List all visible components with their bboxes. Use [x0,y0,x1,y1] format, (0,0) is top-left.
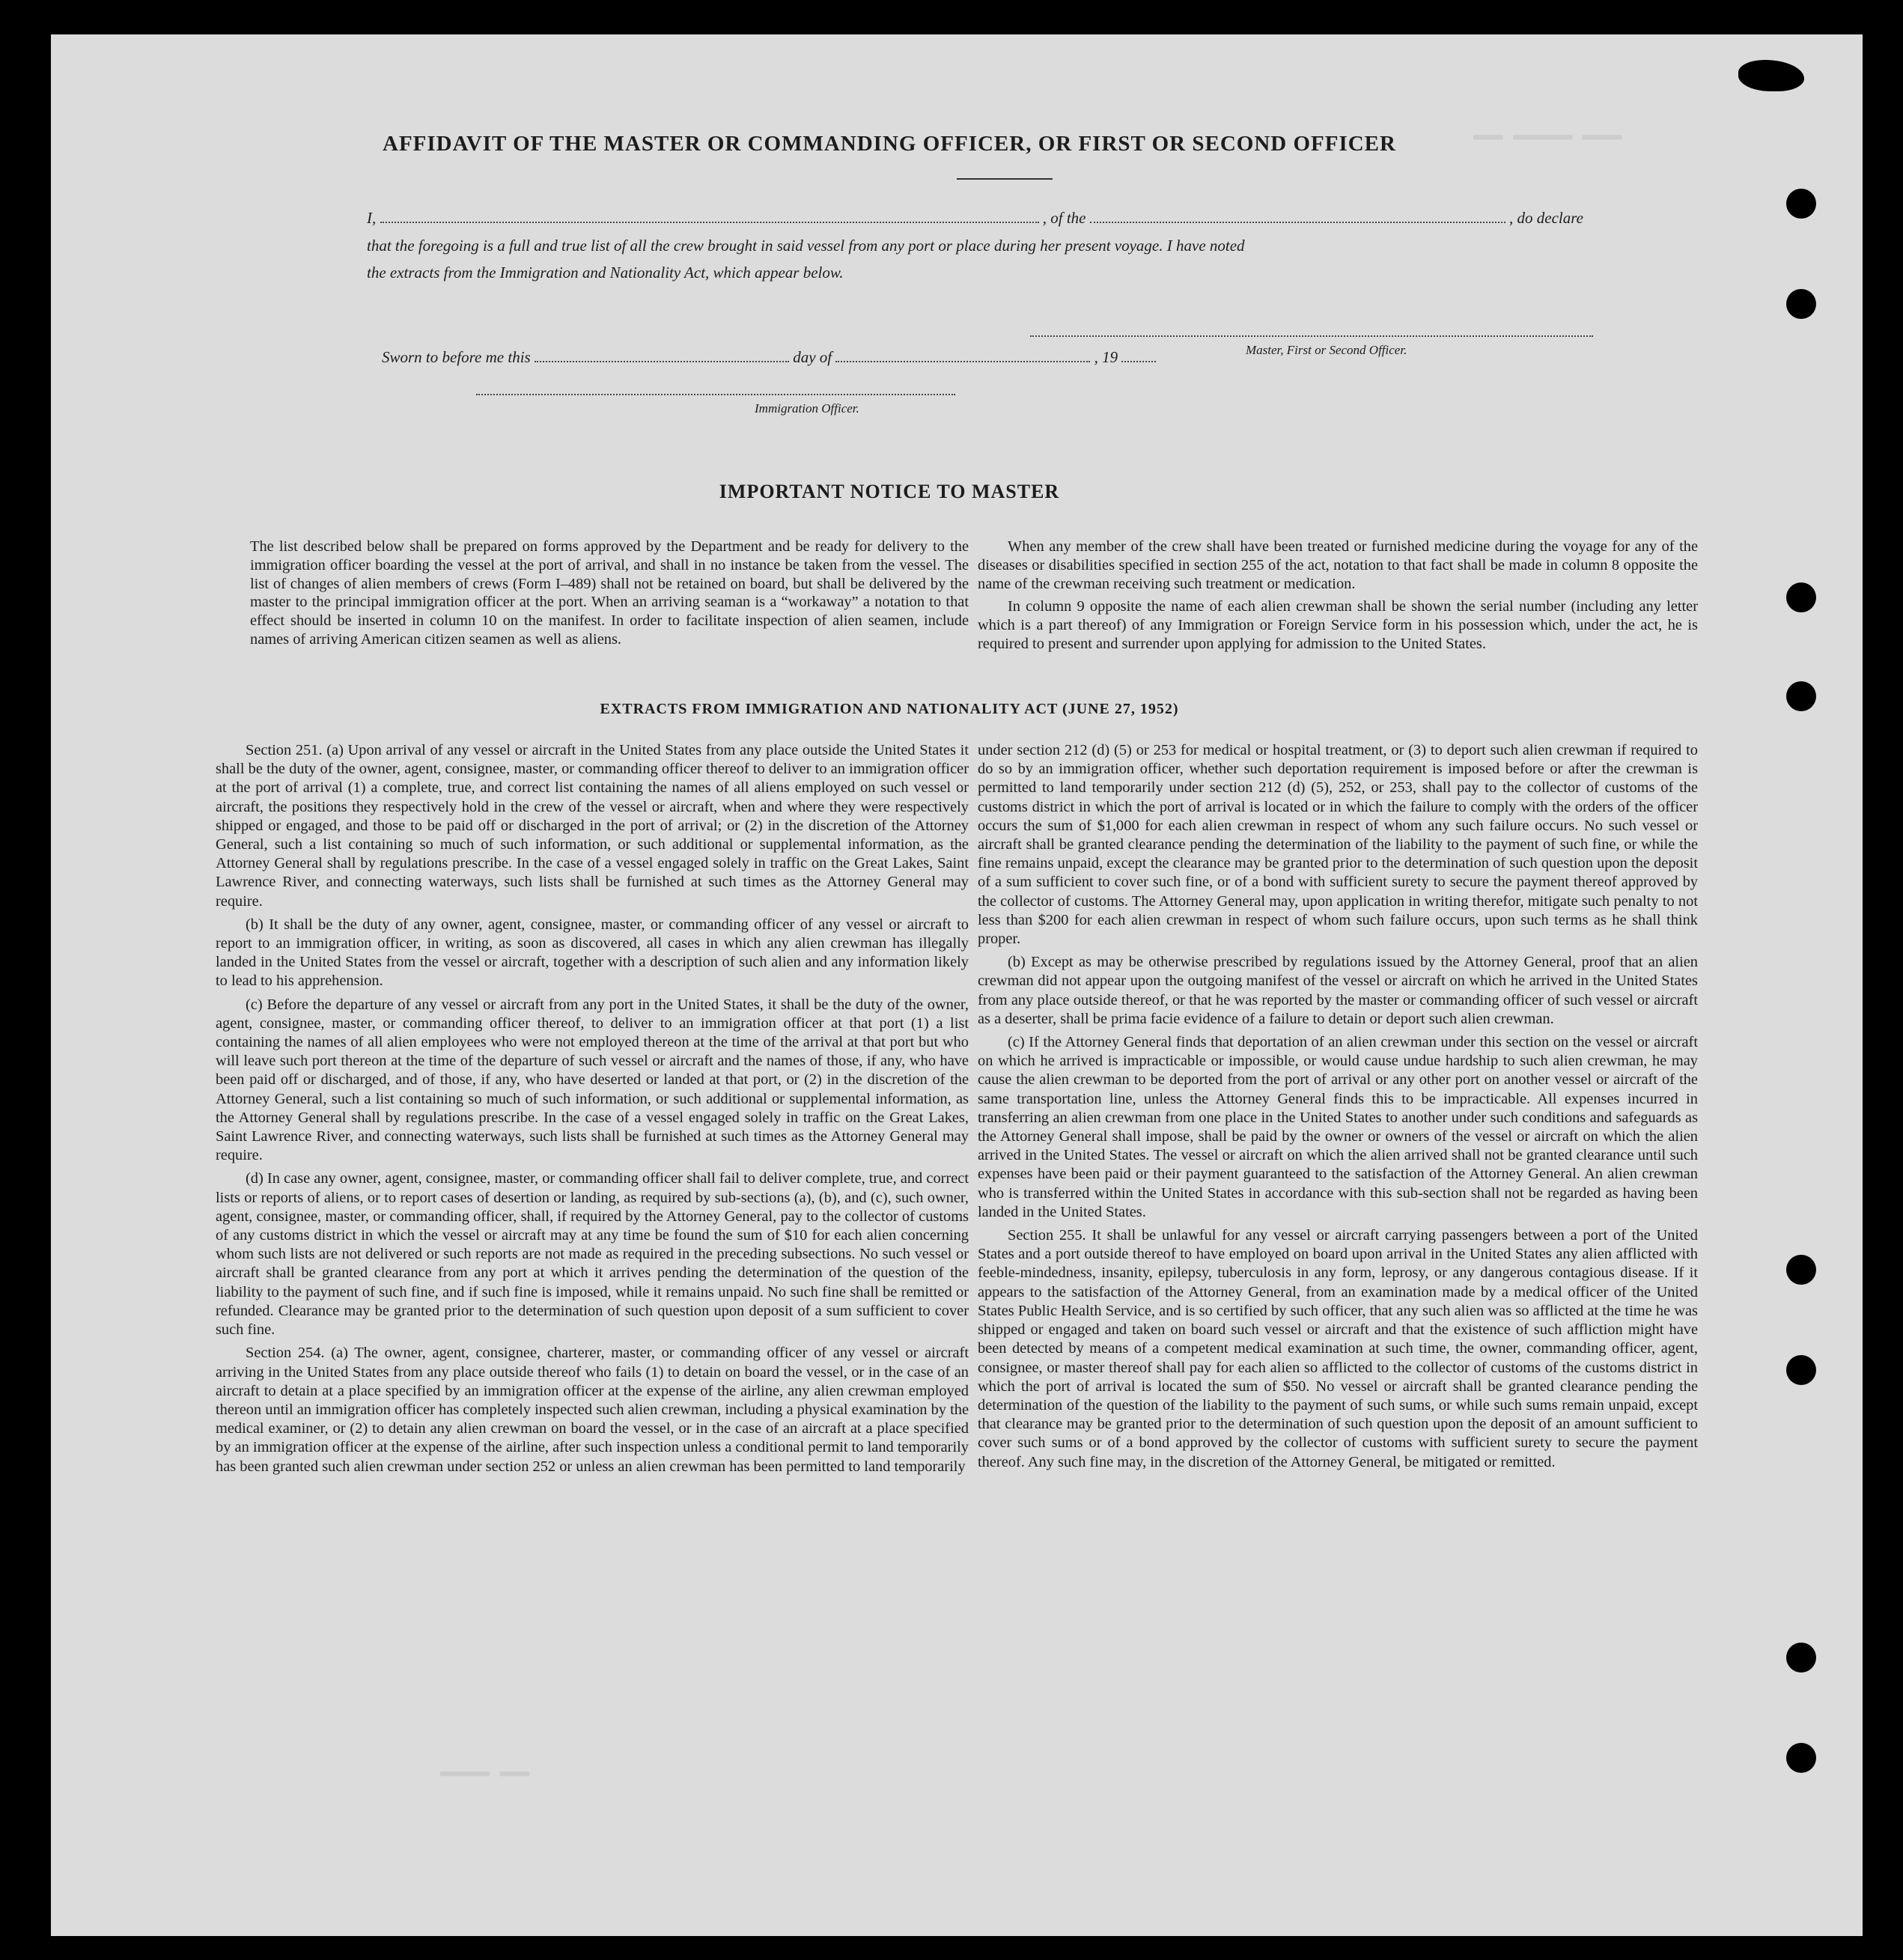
of-the-label: , of the [1042,209,1086,227]
master-signature-label: Master, First or Second Officer. [1246,343,1407,357]
section-254-a-continued: under section 212 (d) (5) or 253 for medical or hospital treatment, or (3) to deport such alien crewman if required to do so by an immigration officer, whether such deportation requirement is imposed before or after the crewman is permitted to land temporarily under section 212 (d) (5), 252, or 253, shall pay to the collector of customs of the customs district in which the port of arrival is located or in which the failure to comply with the orders of the officer occurs the sum of $1,000 for each alien crewman in respect of whom any such failure occurs. No such vessel or aircraft shall be granted clearance pending the determination of the liability to the payment of such fine, or while the fine remains unpaid, except the clearance may be granted prior to the determination of such question upon the deposit of a sum sufficient to cover such fine, or of a bond with sufficient surety to secure the payment thereof approved by the collector of customs. The Attorney General may, upon application in writing therefor, mitigate such penalty to not less than $200 for each alien crewman in respect of whom such failure occurs, upon such terms as he shall think proper. [978,742,1698,948]
sworn-month-field[interactable] [835,347,1090,362]
vessel-blank-field[interactable] [1090,208,1505,223]
affidavit-title: AFFIDAVIT OF THE MASTER OR COMMANDING OFFICER, OR FIRST OR SECOND OFFICER [383,132,1396,156]
affidavit-declaration-line [367,208,1590,228]
affidavit-line-2: that the foregoing is a full and true list of all the crew brought in said vessel from any port or place during her present voyage. I have noted [367,237,1245,255]
extracts-title: EXTRACTS FROM IMMIGRATION AND NATIONALITY ACT (JUNE 27, 1952) [600,701,1179,717]
section-254-c: (c) If the Attorney General finds that deportation of an alien crewman under this section on the vessel or aircraft on which he arrived is impracticable or impossible, or would cause undue hardship to such alien crewman, he may cause the alien crewman to be deported from the port of arrival or any other port on another vessel or aircraft of the same transportation line, unless the Attorney General finds this to be impracticable. All expenses incurred in transferring an alien crewman from one place in the United States to another under such conditions and safeguards as the Attorney General shall impose, shall be paid by the owner or owners of the vessel or aircraft on which the alien arrived in the United States. The vessel or aircraft on which the alien arrived shall not be granted clearance until such expenses have been paid or their payment guaranteed to the satisfaction of the Attorney General. An alien crewman who is transferred within the United States in accordance with this sub-section shall not be regarded as having been landed in the United States. [978,1034,1698,1220]
punch-hole [1786,681,1816,711]
section-255: Section 255. It shall be unlawful for any vessel or aircraft carrying passengers between a port of the United States and a port outside thereof to have employed on board upon arrival in the United States any alien afflicted with feeble-mindedness, insanity, epilepsy, tuberculosis in any form, leprosy, or any dangerous contagious disease. If it appears to the satisfaction of the Attorney General, from an examination made by a medical officer of the United States Public Health Service, and is so certified by such officer, that any such alien was so afflicted at the time he was shipped or engaged and taken on board such vessel or aircraft and that the existence of such affliction might have been detected by means of a competent medical examination at such time, the owner, commanding officer, agent, consignee, or master thereof shall pay for each alien so afflicted to the collector of customs of the customs district in which the port of arrival is located the sum of $50. No vessel or aircraft shall be granted clearance pending the determination of the question of the liability to the payment of such sums, or while such sums remain unpaid, except that clearance may be granted prior to the determination of such question upon the deposit of an amount sufficient to cover such sums or of a bond approved by the collector of customs with sufficient surety to secure the payment thereof. Any such fine may, in the discretion of the Attorney General, be mitigated or remitted. [978,1227,1698,1470]
punch-hole [1786,189,1816,219]
torn-corner-blot [1738,60,1804,91]
do-declare-label: , do declare [1509,209,1583,227]
bleed-through-text: ▬▬▬ ▬▬▬▬▬▬ ▬▬▬▬ [1473,127,1622,146]
bleed-through-text: ▬▬▬▬▬ ▬▬▬ [440,1764,530,1783]
section-251-c: (c) Before the departure of any vessel or aircraft from any port in the United States, it shall be the duty of the owner, agent, consignee, master, or commanding officer thereof, to deliver to an immigration officer at that port (1) a list containing the names of all alien employees who were not employed thereon at the time of the arrival at that port but who will leave such port thereon at the time of the departure of such vessel or aircraft and the names of those, if any, who have been paid off or discharged, and of those, if any, who have deserted or landed at that port, or (2) in the discretion of the Attorney General, such a list containing so much of such information, or such additional or supplemental information, as the Attorney General shall by regulations prescribe. In the case of a vessel engaged solely in traffic on the Great Lakes, Saint Lawrence River, and connecting waterways, such lists shall be furnished at such times as the Attorney General may require. [216,996,969,1164]
section-251-d: (d) In case any owner, agent, consignee, master, or commanding officer shall fail to deliver complete, true, and correct lists or reports of aliens, or to report cases of desertion or landing, as required by sub-sections (a), (b), and (c), such owner, agent, consignee, master, or commanding officer, shall, if required by the Attorney General, pay to the collector of customs of any customs district in which the vessel or aircraft may at any time be found the sum of $10 for each alien concerning whom such lists are not delivered or such reports are not made as required in the preceding subsections. No such vessel or aircraft shall be granted clearance from any port at which it arrives pending the determination of the question of the liability to the payment of such fine, and if such fine is imposed, while it remains unpaid. No such fine shall be remitted or refunded. Clearance may be granted prior to the determination of such question upon deposit of a sum sufficient to cover such fine. [216,1170,969,1339]
extracts-right-column [978,741,1698,1476]
notice-right-paragraph-2: In column 9 opposite the name of each alien crewman shall be shown the serial number (including any letter which is a part thereof) of any Immigration or Foreign Service form in his possession which, under the act, he is required to present and surrender upon applying for admission to the United States. [978,598,1698,652]
sworn-day-field[interactable] [535,347,789,362]
notice-right-column [978,538,1698,658]
title-rule [957,178,1053,180]
punch-hole [1786,1643,1816,1673]
section-254-b: (b) Except as may be otherwise prescribed by regulations issued by the Attorney General, proof that an alien crewman did not appear upon the outgoing manifest of the vessel or aircraft on which he arrived in the United States from any place outside thereof, or that he was reported by the master or commanding officer of such vessel or aircraft as a deserter, shall be prima facie evidence of a failure to detain or deport such alien crewman. [978,954,1698,1027]
section-251-a: Section 251. (a) Upon arrival of any vessel or aircraft in the United States from any place outside the United States it shall be the duty of the owner, agent, consignee, master, or commanding officer thereof to deliver to an immigration officer at the port of arrival (1) a complete, true, and correct list containing the names of all aliens employed on such vessel or aircraft, the positions they respectively hold in the crew of the vessel or aircraft, when and where they were respectively shipped or engaged, and those to be paid off or discharged in the port of arrival; or (2) in the discretion of the Attorney General, such a list containing so much of such information, or such additional or supplemental information, as the Attorney General shall by regulations prescribe. In the case of a vessel engaged solely in traffic on the Great Lakes, Saint Lawrence River, and connecting waterways, such lists shall be furnished at such times as the Attorney General may require. [216,742,969,910]
notice-left-paragraph: The list described below shall be prepared on forms approved by the Department and be ready for delivery to the immigration officer boarding the vessel at the port of arrival, and shall in no instance be taken from the vessel. The list of changes of alien members of crews (Form I–489) shall not be retained on board, but shall be delivered by the master to the principal immigration officer at the port. When an arriving seaman is a “workaway” a notation to that effect should be inserted in column 10 on the manifest. In order to facilitate inspection of alien seamen, include names of arriving American citizen seamen as well as aliens. [250,538,969,648]
notice-left-column [250,538,969,654]
section-254-a: Section 254. (a) The owner, agent, consignee, charterer, master, or commanding officer of any vessel or aircraft arriving in the United States from any place outside thereof who fails (1) to detain on board the vessel, or in the case of an aircraft to detain at a place specified by an immigration officer at the expense of the airline, any alien crewman employed thereon until an immigration officer has completely inspected such alien crewman, including a physical examination by the medical examiner, or (2) to detain any alien crewman on board the vessel, or in the case of an aircraft at a place specified by an immigration officer at the expense of the airline, after such inspection unless a conditional permit to land temporarily has been granted such alien crewman under section 252 or unless an alien crewman has been permitted to land temporarily [216,1345,969,1475]
document-page [51,34,1863,1936]
sworn-line [382,347,1370,367]
notice-title: IMPORTANT NOTICE TO MASTER [719,481,1060,502]
punch-hole [1786,289,1816,319]
section-251-b: (b) It shall be the duty of any owner, agent, consignee, master, or commanding officer of any vessel or aircraft to report to an immigration officer, in writing, as soon as discovered, all cases in which any alien crewman has illegally landed in the United States from the vessel or aircraft, together with a description of such alien and any information likely to lead to his apprehension. [216,916,969,990]
punch-hole [1786,1743,1816,1773]
name-blank-field[interactable] [380,208,1039,223]
immigration-officer-signature-line[interactable] [476,392,955,395]
sworn-year-field[interactable] [1121,347,1156,362]
sworn-prefix: Sworn to before me this [382,348,531,366]
punch-hole [1786,1255,1816,1285]
notice-right-paragraph-1: When any member of the crew shall have been treated or furnished medicine during the voyage for any of the diseases or disabilities specified in section 255 of the act, notation to that fact shall be made in column 8 opposite the name of the crewman receiving such treatment or medication. [978,538,1698,592]
affidavit-line-3: the extracts from the Immigration and Nationality Act, which appear below. [367,264,844,281]
master-signature-line[interactable] [1030,334,1593,337]
affidavit-i-label: I, [367,209,377,227]
punch-hole [1786,1355,1816,1385]
extracts-left-column [216,741,969,1481]
year-label: , 19 [1094,348,1118,366]
punch-hole [1786,582,1816,612]
immigration-officer-label: Immigration Officer. [755,401,859,416]
day-of-label: day of [793,348,832,366]
